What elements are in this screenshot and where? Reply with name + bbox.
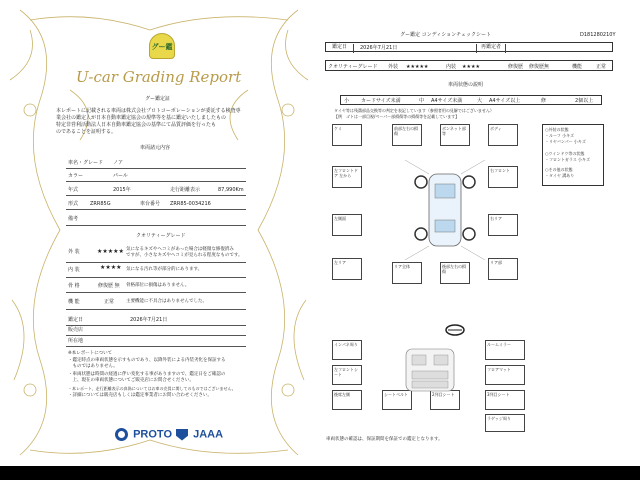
divider [66, 225, 246, 226]
color-label: カラー [68, 173, 84, 179]
grade-stars: 正常 [104, 299, 115, 305]
divider [66, 277, 246, 278]
box-label: 2列目シート [432, 392, 455, 397]
damage-box-rear-bumper [440, 262, 470, 284]
model-value: ZRR85G [90, 201, 111, 207]
proto-mark-icon [115, 428, 128, 441]
quality-grade-label: クオリティーグレード [328, 64, 378, 70]
divider [66, 335, 246, 336]
damage-box-right-mid [488, 214, 518, 236]
note-line: ・鑑定時点の車両状態を示すものであり、以降外装による内装劣化を保証する [68, 358, 226, 363]
box-label: ラゲッジ周り [487, 416, 511, 421]
check-sheet-title: グー鑑定 コンディションチェックシート [400, 32, 491, 38]
jaaa-logo [176, 424, 223, 442]
dealer-label: 販売店 [68, 327, 84, 333]
certificate-subtitle: グー鑑定証 [145, 96, 171, 102]
box-label: 右リア [490, 216, 502, 221]
legend-text-large: A4サイズ以上 [489, 98, 521, 104]
intro-line: 本レポートに記載される車両は株式会社プロトコーポレーションが委託する検査専 [56, 108, 241, 114]
box-label: インパネ周り [334, 342, 358, 347]
submitter-label: 再鑑定者 [476, 44, 506, 53]
box-label: 後席左側 [334, 392, 350, 397]
year-label: 年式 [68, 187, 79, 193]
box-label: 左リア [334, 260, 346, 265]
intro-line: 特定非営利活動法人日本自動車鑑定協会の基準にて品質評価を行ったも [56, 122, 217, 128]
interior-box-front-seat [332, 365, 362, 385]
legend-tag-large: 大 [477, 98, 483, 104]
legend-note: タイヤ等は残溝部品交換等の判定を表記しています（参照者用の見解ではございません） [334, 108, 494, 113]
grade-desc: 気になる汚れ等が部分的にあります。 [126, 267, 203, 272]
steering-wheel-icon [444, 324, 466, 336]
legend-text-small: カードサイズ未満 [361, 98, 401, 104]
check-footer: 車両状態の確認は、保証期間を保証での鑑定となります。 [326, 437, 443, 442]
quality-section-title: クオリティーグレード [136, 233, 186, 239]
note-line: ○外装の状態 [545, 127, 569, 132]
notes-title: ※本レポートについて [68, 351, 113, 356]
divider [66, 195, 246, 196]
date-row [325, 42, 613, 52]
car-interior-diagram [400, 345, 460, 395]
note-line: ○その他の状態 [545, 167, 573, 172]
note-line: ・詳細については販売店もしくは鑑定事業者にお問い合わせください。 [68, 393, 212, 398]
divider [66, 181, 246, 182]
box-label: 前部左右の損傷 [394, 126, 418, 136]
exterior-stars: ★★★★★ [406, 64, 429, 70]
box-label: 左側面 [334, 216, 346, 221]
box-label: 3列目シート [487, 392, 510, 397]
date-value: 2026年7月21日 [360, 45, 398, 51]
box-label: 左フロントドア 左から [334, 168, 358, 178]
grade-desc: 気になるキズやヘコミがあった場合は軽微な修復済み [126, 247, 234, 252]
emblem-text: グー鑑 [151, 43, 173, 51]
box-label: シートベルト [384, 392, 408, 397]
note-line: ○ウインドウ等の状態 [545, 151, 585, 156]
legend-row [340, 95, 602, 105]
grade-stars: ★★★★ [100, 264, 122, 271]
interior-box-rear-seat-left [332, 390, 362, 410]
divider [66, 346, 246, 347]
function-label: 機能 [572, 64, 583, 70]
odometer-value: 87,990Km [218, 187, 244, 193]
document-number: D181280210Y [580, 32, 616, 38]
box-label: 右フロント [490, 168, 510, 173]
function-value: 正常 [596, 64, 607, 70]
note-line: 上、現在の車両状態についてご販売店にお問合せください。 [68, 378, 194, 383]
damage-box-front-right [488, 124, 518, 146]
grade-desc: ですが、小さなキズやヘコミが見られる程度なものです。 [126, 253, 243, 258]
note-line: ・ルーフ 小キズ [545, 133, 574, 138]
exterior-label: 外装 [388, 64, 399, 70]
box-label: 左フロントシート [334, 367, 358, 377]
legend-tag-repair: 修 [541, 98, 547, 104]
grade-desc: 主要機能に不具合はありませんでした。 [126, 299, 207, 304]
intro-line: 業会社の鑑定人が日本自動車鑑定協会の規準等を基に鑑定いたしましたもの [56, 115, 227, 121]
divider [66, 325, 246, 326]
damage-box-rear [392, 262, 422, 284]
jaaa-wordmark: JAAA [193, 428, 224, 441]
grade-label: 内 装 [68, 267, 80, 273]
divider [66, 168, 246, 169]
location-label: 所在地 [68, 338, 84, 344]
divider [66, 292, 246, 293]
damage-box-left-mid [332, 214, 362, 236]
damage-box-left-rear [332, 258, 362, 280]
year-value: 2015年 [113, 187, 131, 193]
name-value: ノア [113, 160, 124, 166]
date-label: 鑑定日 [326, 44, 354, 53]
divider [66, 262, 246, 263]
interior-box-floor-mat [485, 365, 525, 385]
legend-text-medium: A4サイズ未満 [431, 98, 463, 104]
intro-line: のであることを証明する。 [56, 129, 117, 135]
condition-check-sheet [320, 0, 640, 466]
remarks-label: 備考 [68, 216, 79, 222]
grading-certificate [0, 0, 318, 466]
model-label: 形式 [68, 201, 79, 207]
interior-box-third-row [485, 390, 525, 410]
grade-label: 機 能 [68, 299, 80, 305]
color-value: パール [113, 173, 128, 179]
interior-box-mirror [485, 340, 525, 360]
box-label: ボディ [490, 126, 502, 131]
legend-note: 【例 ゴトは一部目視/ペーパー部損傷等の損傷等を記載しています】 [334, 114, 460, 119]
damage-box-front-bumper [392, 124, 422, 146]
box-label: フロアマット [487, 367, 511, 372]
box-label: 後部左右の損傷 [442, 264, 466, 274]
note-line: ・タイヤ 溝あり [545, 173, 575, 178]
grade-desc: 骨格部位に損傷はありません。 [126, 283, 190, 288]
legend-text-multiple: 2個以上 [575, 98, 594, 104]
box-label: ケミ [334, 126, 342, 131]
grade-summary-row [325, 60, 613, 71]
divider [66, 309, 246, 310]
box-label: ボンネット部等 [442, 126, 466, 136]
goo-emblem [149, 33, 175, 59]
jaaa-mark-icon [176, 429, 188, 441]
proto-wordmark: PROTO [133, 428, 173, 441]
chassis-label: 車台番号 [140, 201, 161, 207]
grade-stars: 修復歴 無 [98, 283, 120, 289]
damage-box-hood [440, 124, 470, 146]
damage-box-right-front [488, 166, 518, 188]
interior-box-dashboard [332, 340, 362, 360]
legend-tag-medium: 中 [419, 98, 425, 104]
damage-box-left-front [332, 166, 362, 188]
box-label: ルームミラー [487, 342, 511, 347]
legend-tag-small: 小 [344, 98, 350, 104]
box-label: リア全体 [394, 264, 410, 269]
interior-stars: ★★★★ [462, 64, 480, 70]
interior-label: 内装 [446, 64, 457, 70]
odometer-label: 走行距離表示 [170, 187, 201, 193]
note-line: ・リヤバンパー 小キズ [545, 139, 586, 144]
note-line: ・フロントガラス 小キズ [545, 157, 590, 162]
repair-history-label: 修復歴 [508, 64, 524, 70]
exterior-notes-panel [542, 124, 604, 186]
certificate-title: U-car Grading Report [76, 68, 242, 86]
damage-box-front-left [332, 124, 362, 146]
appraisal-date-label: 鑑定日 [68, 317, 84, 323]
box-label: リア部 [490, 260, 502, 265]
grade-label: 骨 格 [68, 283, 80, 289]
divider [66, 209, 246, 210]
damage-box-right-rear [488, 258, 518, 280]
note-line: ものではありません。 [68, 364, 118, 369]
grade-stars: ★★★★★ [97, 248, 124, 255]
appraisal-date-value: 2026年7月21日 [130, 317, 168, 323]
vehicle-section-title: 車両諸元内容 [140, 145, 171, 151]
car-exterior-diagram [405, 160, 485, 260]
proto-logo [115, 424, 172, 442]
note-line: ・本レポート、走行距離表示の真偽についてはお車の売買に関してのものではございません。 [68, 386, 236, 391]
state-section-title: 車両状態の説明 [448, 82, 484, 88]
repair-history-value: 修復歴無 [529, 64, 550, 70]
note-line: ・車両状態は時間の経過に伴い変化する事がありますので、鑑定日をご確認の [68, 372, 226, 377]
name-label: 車名・グレード [68, 160, 104, 166]
chassis-value: ZRR85-0034216 [170, 201, 211, 207]
grade-label: 外 装 [68, 249, 80, 255]
interior-box-luggage [485, 414, 525, 432]
